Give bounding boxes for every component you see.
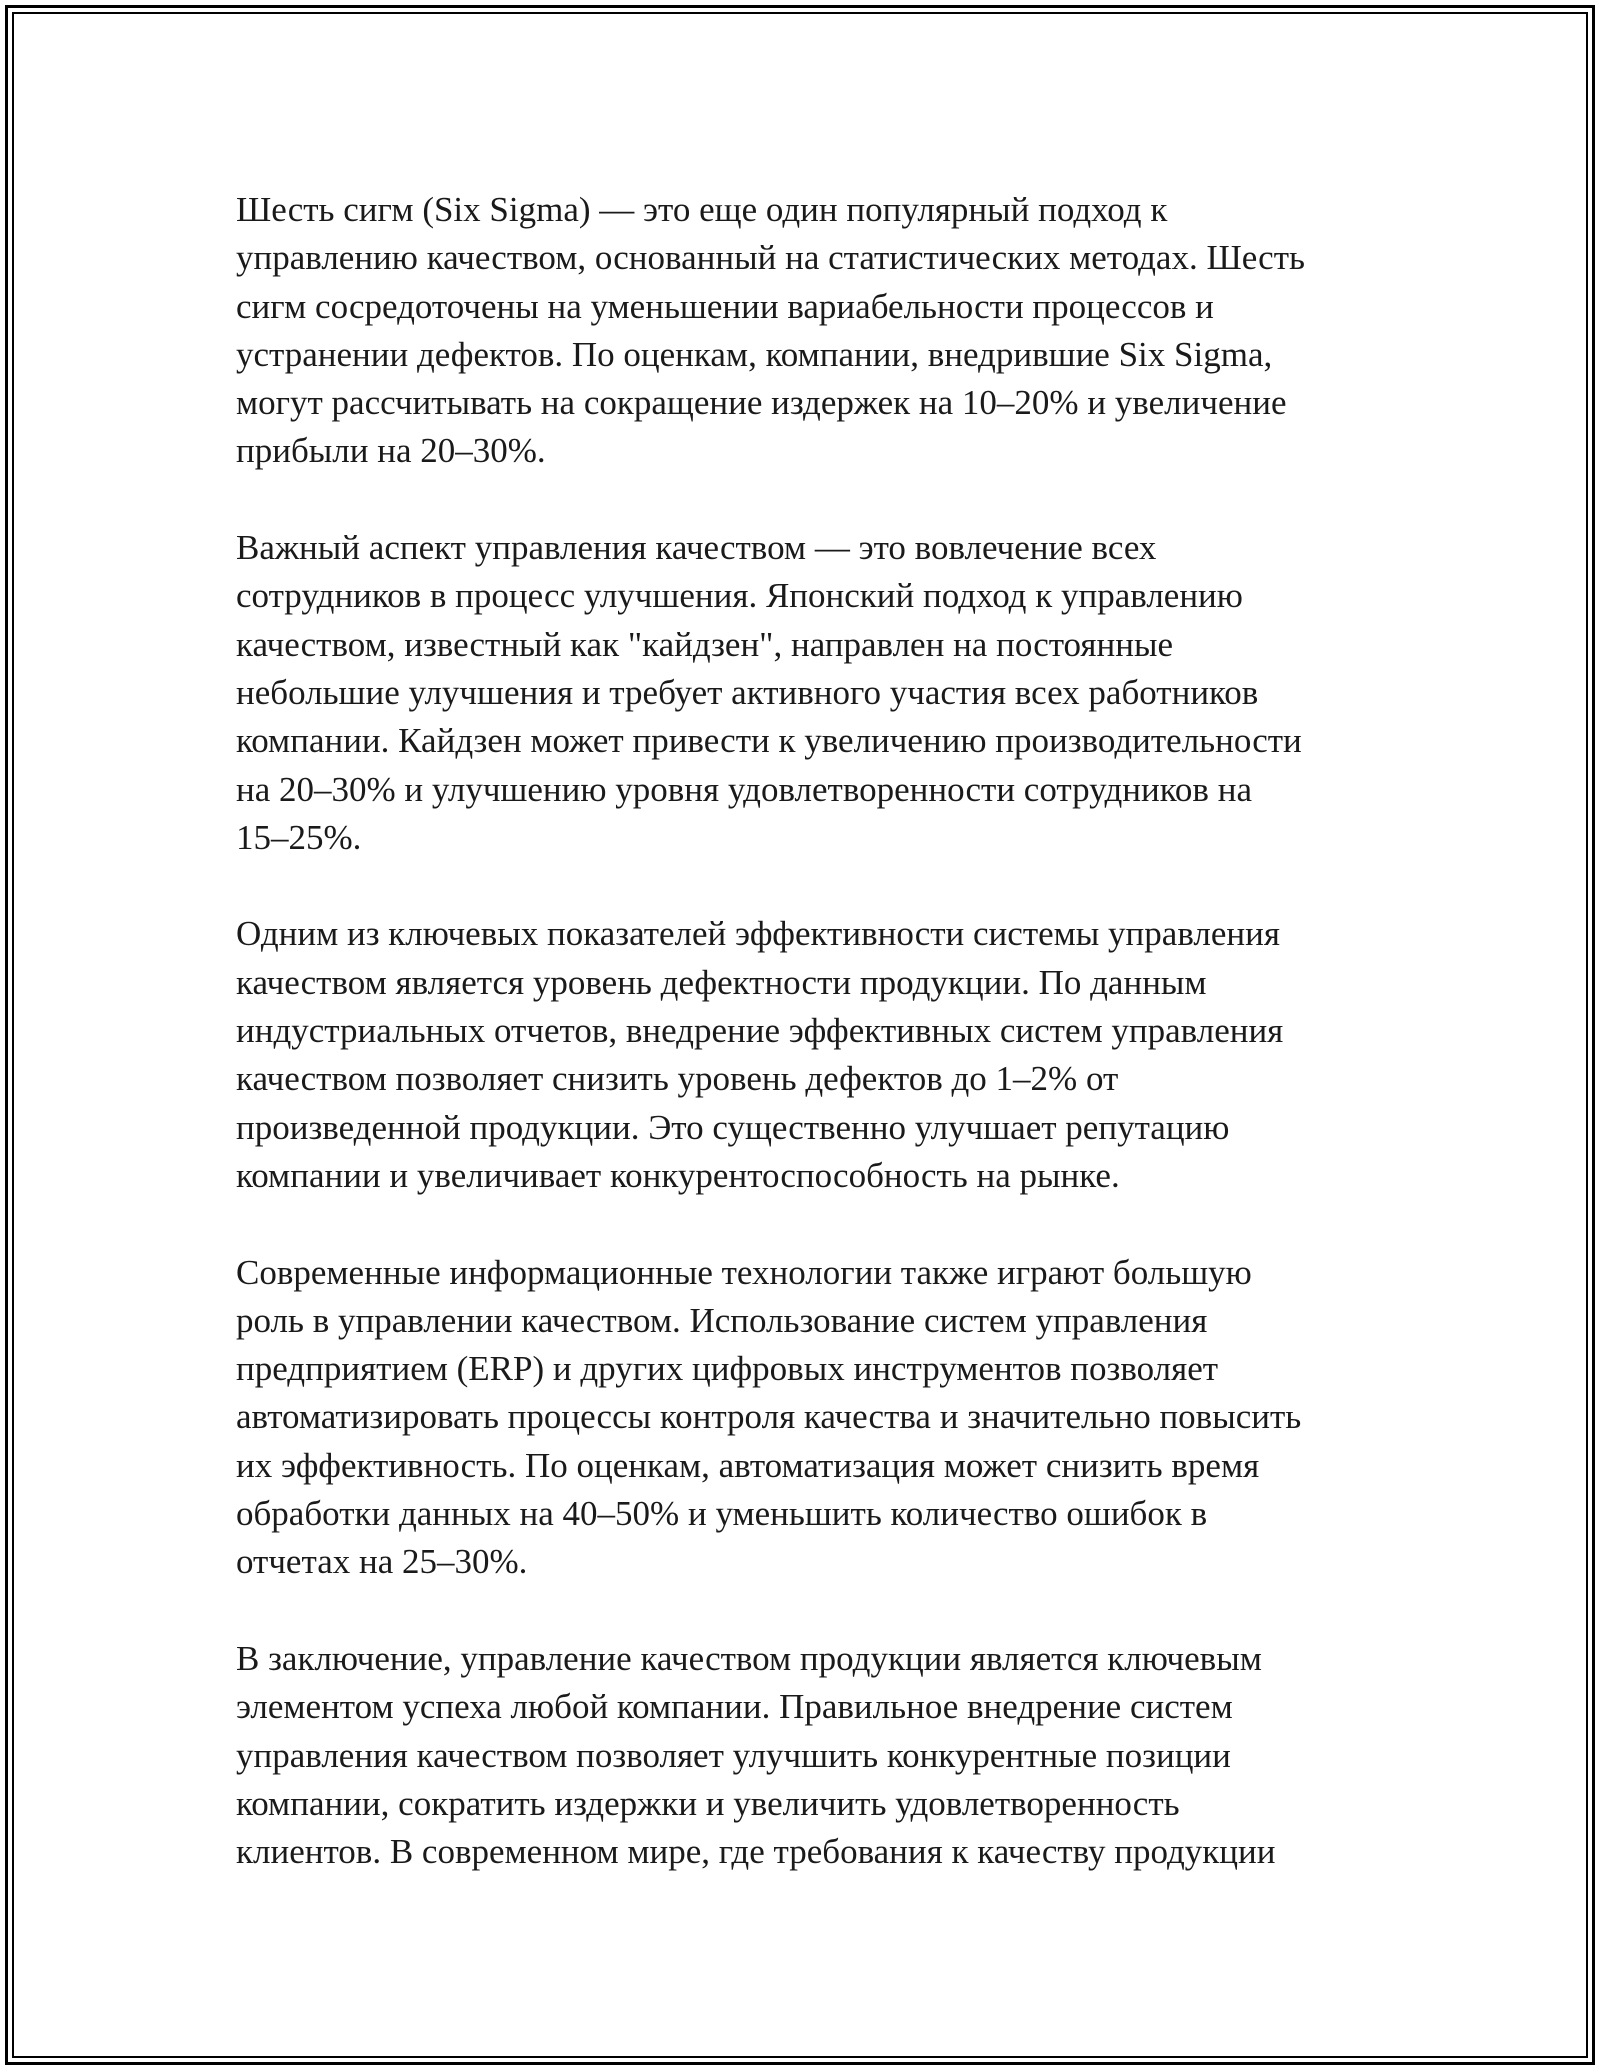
text-line: предприятием (ERP) и других цифровых инструментов позволяет xyxy=(236,1349,1219,1389)
text-line: управлению качеством, основанный на статистических методах. Шесть xyxy=(236,238,1305,278)
text-line: В заключение, управление качеством продукции является ключевым xyxy=(236,1638,1262,1678)
text-line: качеством, известный как "кайдзен", направлен на постоянные xyxy=(236,624,1174,664)
text-line: качеством является уровень дефектности продукции. По данным xyxy=(236,962,1207,1002)
paragraph-six-sigma xyxy=(236,186,1386,476)
text-line: индустриальных отчетов, внедрение эффективных систем управления xyxy=(236,1011,1284,1051)
text-line: прибыли на 20–30%. xyxy=(236,431,546,471)
text-line: компании, сократить издержки и увеличить удовлетворенность xyxy=(236,1783,1180,1823)
paragraph-conclusion xyxy=(236,1635,1386,1876)
text-line: качеством позволяет снизить уровень дефектов до 1–2% от xyxy=(236,1059,1119,1099)
text-line: произведенной продукции. Это существенно улучшает репутацию xyxy=(236,1107,1230,1147)
text-line: отчетах на 25–30%. xyxy=(236,1542,528,1582)
text-line: клиентов. В современном мире, где требования к качеству продукции xyxy=(236,1832,1276,1872)
text-line: обработки данных на 40–50% и уменьшить количество ошибок в xyxy=(236,1494,1208,1534)
text-line: могут рассчитывать на сокращение издержек на 10–20% и увеличение xyxy=(236,383,1287,423)
text-line: роль в управлении качеством. Использование систем управления xyxy=(236,1300,1208,1340)
text-line: элементом успеха любой компании. Правильное внедрение систем xyxy=(236,1687,1233,1727)
document-body xyxy=(236,186,1386,1925)
text-line: их эффективность. По оценкам, автоматизация может снизить время xyxy=(236,1445,1260,1485)
text-line: сигм сосредоточены на уменьшении вариабельности процессов и xyxy=(236,286,1214,326)
text-line: на 20–30% и улучшению уровня удовлетворенности сотрудников на xyxy=(236,769,1252,809)
paragraph-defect-rate xyxy=(236,910,1386,1200)
text-line: автоматизировать процессы контроля качества и значительно повысить xyxy=(236,1397,1302,1437)
text-line: Важный аспект управления качеством — это вовлечение всех xyxy=(236,528,1157,568)
text-line: Одним из ключевых показателей эффективности системы управления xyxy=(236,914,1280,954)
text-line: устранении дефектов. По оценкам, компании, внедрившие Six Sigma, xyxy=(236,334,1273,374)
text-line: небольшие улучшения и требует активного участия всех работников xyxy=(236,672,1259,712)
text-line: компании и увеличивает конкурентоспособность на рынке. xyxy=(236,1155,1120,1195)
paragraph-it-technologies xyxy=(236,1249,1386,1587)
text-line: Современные информационные технологии также играют большую xyxy=(236,1252,1252,1292)
text-line: Шесть сигм (Six Sigma) — это еще один популярный подход к xyxy=(236,190,1168,229)
text-line: сотрудников в процесс улучшения. Японский подход к управлению xyxy=(236,576,1243,616)
text-line: управления качеством позволяет улучшить конкурентные позиции xyxy=(236,1735,1231,1775)
text-line: 15–25%. xyxy=(236,817,362,857)
paragraph-kaizen xyxy=(236,524,1386,862)
text-line: компании. Кайдзен может привести к увеличению производительности xyxy=(236,721,1302,761)
